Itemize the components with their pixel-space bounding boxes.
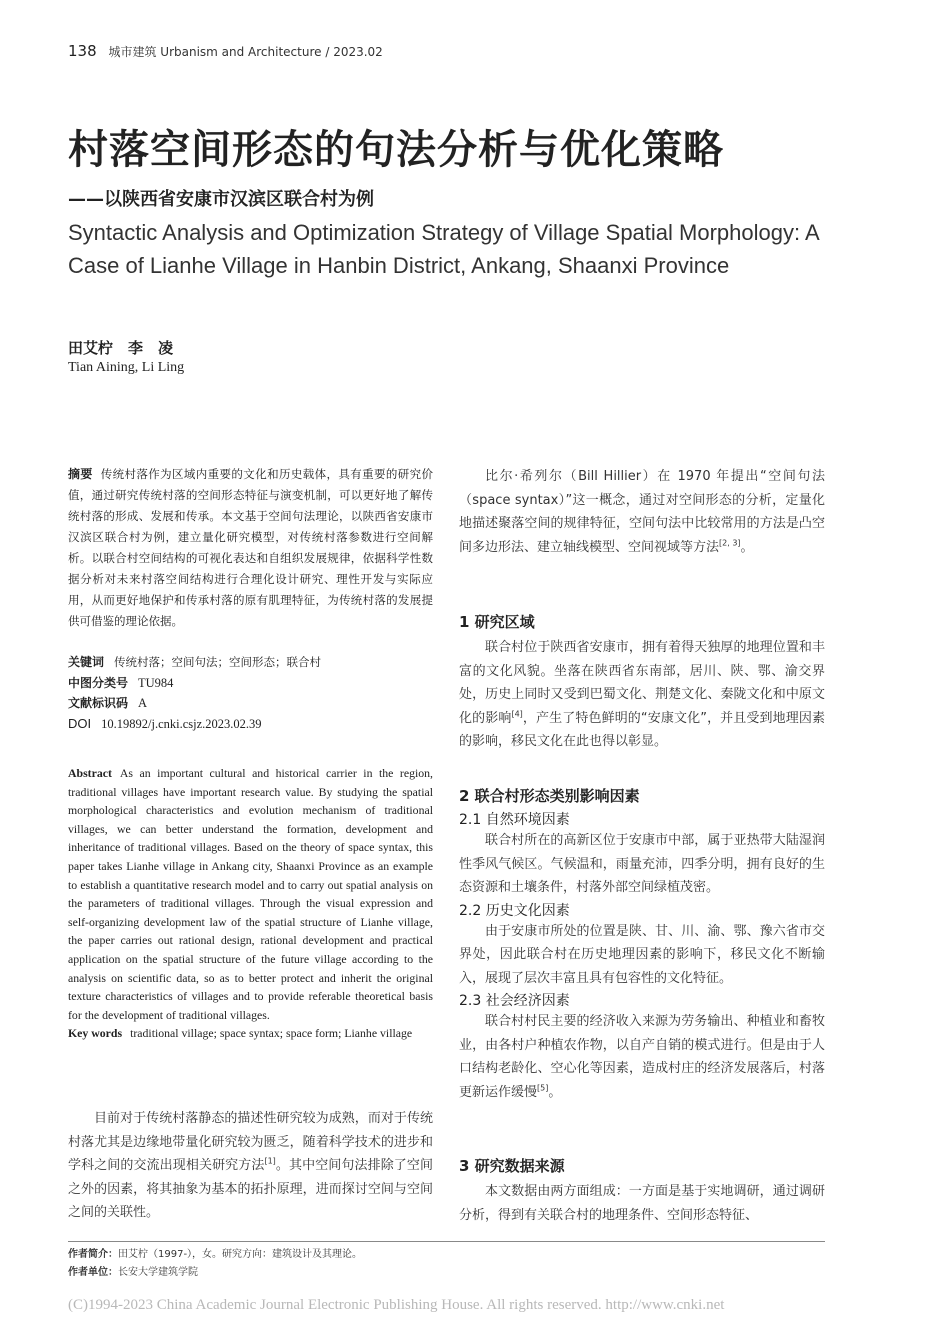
affiliation-note (68, 1263, 198, 1278)
subtitle-chinese: ——以陕西省安康市汉滨区联合村为例 (68, 189, 374, 210)
footnote-divider (68, 1241, 825, 1242)
section-2 (459, 785, 825, 1104)
doc-code-value: A (138, 696, 148, 710)
classification-row (68, 673, 433, 694)
section-3 (459, 1155, 825, 1227)
section-2-3-text-a: 联合村村民主要的经济收入来源为劳务输出、种植业和畜牧业，由各村户种植农作物，以自产自销的模式进行。但是由于人口结构老龄化、空心化等因素，造成村庄的经济发展落后，村落更新运作缓慢 (459, 1014, 825, 1100)
keywords-text: 传统村落；空间句法；空间形态；联合村 (114, 655, 322, 669)
abstract-en-text: As an important cultural and historical carrier in the region, traditional villages have important research value. By studying the spatial morphological characteristics and evolution mechanism of traditional villages, we can better understand the formation, development and inheritance of traditional villages. Based on the theory of space syntax, this paper takes Lianhe village in Ankang city, Shaanxi Province as an example to establish a quantitative research model and to carry out spatial analysis on the parameters of traditional villages. Through the visual expression and self-organizing development law of the spatial structure of Lianhe village, the paper carries out rational design, rational development and practical application on the spatial structure of the future village according to the analysis on scientific data, so as to better protect and inherit the original texture characteristics of villages and to provide referable theoretical basis for the development of traditional villages. (68, 766, 433, 1022)
abstract-chinese (68, 464, 433, 632)
section-1-body (459, 636, 825, 754)
right-intro-paragraph (459, 465, 825, 559)
keywords-label: 关键词 (68, 655, 105, 669)
citation-5: [5] (537, 1083, 549, 1093)
classification-label: 中图分类号 (68, 675, 129, 690)
keywords-row (68, 652, 433, 673)
section-2-1-heading: 2.1 自然环境因素 (459, 812, 570, 828)
right-intro-text-b: 。 (740, 539, 754, 555)
copyright-watermark: (C)1994-2023 China Academic Journal Electronic Publishing House. All rights reserved. http://www.cnki.net (68, 1297, 725, 1313)
authors-chinese: 田艾柠 李 凌 (68, 339, 174, 357)
author-note (68, 1245, 362, 1260)
doi-row (68, 714, 433, 735)
section-1-text-b: ，产生了特色鲜明的“安康文化”，并且受到地理因素的影响，移民文化在此也得以彰显。 (459, 710, 825, 749)
affiliation-note-label: 作者单位： (68, 1267, 118, 1278)
running-header (68, 42, 383, 60)
author-note-label: 作者简介： (68, 1249, 118, 1260)
keywords-en-label: Key words (68, 1026, 123, 1041)
title-english: Syntactic Analysis and Optimization Strategy of Village Spatial Morphology: A Case of Lianhe Village in Hanbin District, Ankang, Shaanxi Province (68, 220, 819, 278)
citation-1: [1] (264, 1156, 276, 1166)
section-1-heading: 1 研究区域 (459, 613, 535, 631)
section-2-2-body: 由于安康市所处的位置是陕、甘、川、渝、鄂、豫六省市交界处，因此联合村在历史地理因素的影响下，移民文化不断输入，展现了层次丰富且具有包容性的文化特征。 (459, 923, 825, 986)
author-note-text: 田艾柠（1997-），女。研究方向：建筑设计及其理论。 (118, 1249, 363, 1260)
section-3-heading: 3 研究数据来源 (459, 1157, 565, 1175)
intro-paragraph (68, 1107, 433, 1225)
intro-text-b: 。其中空间句法排除了空间之外的因素，将其抽象为基本的拓扑原理，进而探讨空间与空间之间的关联性。 (68, 1158, 433, 1220)
section-1 (459, 611, 825, 754)
article-meta (68, 652, 433, 734)
title-chinese: 村落空间形态的句法分析与优化策略 (68, 127, 724, 173)
section-2-3-heading: 2.3 社会经济因素 (459, 993, 570, 1009)
journal-name: 城市建筑 Urbanism and Architecture / 2023.02 (108, 45, 383, 59)
section-2-1-body: 联合村所在的高新区位于安康市中部，属于亚热带大陆湿润性季风气候区。气候温和，雨量充沛，四季分明，拥有良好的生态资源和土壤条件，村落外部空间绿植茂密。 (459, 833, 825, 895)
doi-label: DOI (68, 715, 92, 731)
doc-code-label: 文献标识码 (68, 696, 129, 710)
affiliation-note-text: 长安大学建筑学院 (118, 1267, 198, 1278)
page-number: 138 (68, 42, 97, 60)
authors-english: Tian Aining, Li Ling (68, 360, 185, 375)
abstract-english (68, 764, 433, 1043)
keywords-en-text: traditional village; space syntax; space form; Lianhe village (130, 1026, 413, 1041)
section-3-body: 本文数据由两方面组成：一方面是基于实地调研，通过调研分析，得到有关联合村的地理条件、空间形态特征、 (459, 1184, 825, 1223)
section-2-heading: 2 联合村形态类别影响因素 (459, 787, 640, 805)
section-1-text-a: 联合村位于陕西省安康市，拥有着得天独厚的地理位置和丰富的文化风貌。坐落在陕西省东南部，居川、陕、鄂、渝交界处，历史上同时又受到巴蜀文化、荆楚文化、秦陇文化和中原文化的影响 (459, 640, 825, 726)
doc-code-row (68, 693, 433, 714)
doi-value: 10.19892/j.cnki.csjz.2023.02.39 (101, 716, 262, 731)
section-2-3-body (459, 1010, 825, 1104)
intro-text-a: 目前对于传统村落静态的描述性研究较为成熟，而对于传统村落尤其是边缘地带量化研究较为匮乏，随着科学技术的进步和学科之间的交流出现相关研究方法 (68, 1111, 433, 1173)
section-2-2-heading: 2.2 历史文化因素 (459, 902, 570, 919)
right-intro-text-a: 比尔·希列尔（Bill Hillier）在 1970 年提出“空间句法（space syntax）”这一概念，通过对空间形态的分析，定量化地描述聚落空间的规律特征，空间句法中比较常用的方法是凸空间多边形法、建立轴线模型、空间视域等方法 (459, 469, 825, 555)
section-2-3-text-b: 。 (548, 1084, 562, 1100)
abstract-label: 摘要 (68, 467, 93, 481)
abstract-text: 传统村落作为区域内重要的文化和历史载体，具有重要的研究价值，通过研究传统村落的空间形态特征与演变机制，可以更好地了解传统村落的形成、发展和传承。本文基于空间句法理论，以陕西省安康市汉滨区联合村为例，建立量化研究模型，对传统村落参数进行空间解析。以联合村空间结构的可视化表达和自组织发展规律，依据科学性数据分析对未来村落空间结构进行合理化设计研究、理性开发与实际应用，从而更好地保护和传承村落的原有肌理特征，为传统村落的发展提供可借鉴的理论依据。 (68, 467, 433, 628)
classification-value: TU984 (138, 675, 174, 690)
citation-4: [4] (511, 709, 523, 719)
citation-2-3: [2, 3] (719, 538, 741, 548)
abstract-en-label: Abstract (68, 766, 112, 780)
